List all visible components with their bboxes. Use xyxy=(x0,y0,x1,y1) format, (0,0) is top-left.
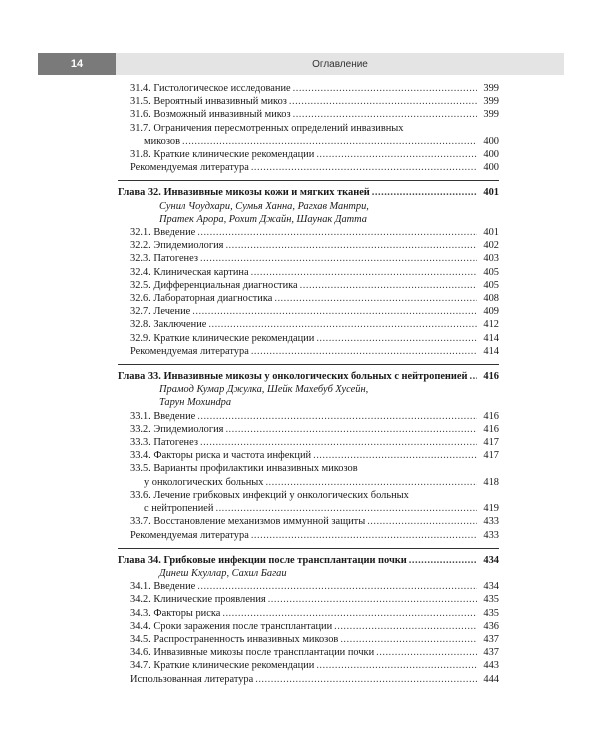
entry-label-continued: у онкологических больных xyxy=(144,476,264,488)
leader-dots xyxy=(215,502,477,515)
toc-entry xyxy=(118,82,499,95)
entry-page: 416 xyxy=(483,410,499,422)
toc-entry xyxy=(118,449,499,462)
entry-page: 443 xyxy=(483,660,499,672)
leader-dots xyxy=(222,607,477,620)
toc-entry xyxy=(118,673,499,686)
leader-dots xyxy=(251,345,477,358)
leader-dots xyxy=(313,449,477,462)
entry-label: 33.5. Варианты профилактики инвазивных микозов xyxy=(130,463,358,475)
toc-entry-line1 xyxy=(118,122,499,135)
entry-label: 34.3. Факторы риска xyxy=(130,607,221,619)
entry-page: 399 xyxy=(483,96,499,108)
toc-entry xyxy=(118,593,499,606)
leader-dots xyxy=(251,161,477,174)
entry-label: 31.7. Ограничения пересмотренных определений инвазивных xyxy=(130,122,404,134)
entry-label: 33.3. Патогенез xyxy=(130,437,198,449)
entry-page: 435 xyxy=(483,607,499,619)
entry-label: 34.2. Клинические проявления xyxy=(130,594,266,606)
table-of-contents xyxy=(118,82,499,686)
entry-label-continued: микозов xyxy=(144,135,180,147)
entry-page: 400 xyxy=(483,135,499,147)
section-title: Оглавление xyxy=(116,53,564,75)
chapter-divider xyxy=(118,364,499,365)
entry-page: 416 xyxy=(483,423,499,435)
chapter-authors xyxy=(118,383,499,409)
chapter-divider xyxy=(118,548,499,549)
entry-page: 437 xyxy=(483,647,499,659)
toc-entry xyxy=(118,266,499,279)
chapter-authors xyxy=(118,567,499,580)
entry-label: 32.2. Эпидемиология xyxy=(130,240,224,252)
entry-page: 418 xyxy=(483,476,499,488)
entry-page: 399 xyxy=(483,83,499,94)
leader-dots xyxy=(376,646,477,659)
entry-page: 414 xyxy=(483,332,499,344)
toc-entry xyxy=(118,95,499,108)
entry-page: 400 xyxy=(483,149,499,161)
entry-page: 399 xyxy=(483,109,499,121)
entry-label: 33.6. Лечение грибковых инфекций у онкологических больных xyxy=(130,489,409,501)
entry-label: 33.7. Восстановление механизмов иммунной защиты xyxy=(130,516,366,528)
entry-page: 414 xyxy=(483,345,499,357)
entry-label: Использованная литература xyxy=(130,673,254,685)
leader-dots xyxy=(293,108,477,121)
entry-label: 32.9. Краткие клинические рекомендации xyxy=(130,332,315,344)
toc-entry-line1 xyxy=(118,462,499,475)
toc-entry xyxy=(118,135,499,148)
toc-entry xyxy=(118,515,499,528)
entry-label: Рекомендуемая литература xyxy=(130,345,249,357)
toc-entry xyxy=(118,305,499,318)
leader-dots xyxy=(197,226,477,239)
entry-page: 433 xyxy=(483,516,499,528)
entry-page: 433 xyxy=(483,529,499,541)
leader-dots xyxy=(274,292,477,305)
entry-label: 34.6. Инвазивные микозы после трансплантации почки xyxy=(130,647,375,659)
leader-dots xyxy=(316,659,477,672)
entry-label: 32.3. Патогенез xyxy=(130,253,198,265)
toc-entry xyxy=(118,161,499,174)
leader-dots xyxy=(316,148,477,161)
entry-label: 32.7. Лечение xyxy=(130,306,191,318)
chapter-heading xyxy=(118,554,499,567)
leader-dots xyxy=(192,305,477,318)
entry-page: 417 xyxy=(483,437,499,449)
page-number: 14 xyxy=(38,53,116,75)
toc-entry xyxy=(118,108,499,121)
toc-entry xyxy=(118,436,499,449)
leader-dots xyxy=(340,633,477,646)
toc-entry xyxy=(118,633,499,646)
entry-label: 34.7. Краткие клинические рекомендации xyxy=(130,660,315,672)
chapter-page: 401 xyxy=(483,187,499,199)
entry-label: Рекомендуемая литература xyxy=(130,162,249,174)
leader-dots xyxy=(316,332,477,345)
entry-label: 31.6. Возможный инвазивный микоз xyxy=(130,109,291,121)
chapter-title: Глава 33. Инвазивные микозы у онкологических больных с нейтропенией xyxy=(118,371,468,383)
entry-page: 434 xyxy=(483,581,499,593)
entry-page: 400 xyxy=(483,162,499,174)
toc-entry xyxy=(118,148,499,161)
running-header xyxy=(38,53,564,75)
chapter-title: Глава 34. Грибковые инфекции после трансплантации почки xyxy=(118,554,407,566)
leader-dots xyxy=(268,593,477,606)
entry-page: 409 xyxy=(483,306,499,318)
entry-label: 34.4. Сроки заражения после трансплантации xyxy=(130,620,333,632)
leader-dots xyxy=(293,82,477,95)
entry-page: 412 xyxy=(483,319,499,331)
toc-entry xyxy=(118,607,499,620)
toc-entry xyxy=(118,239,499,252)
entry-label: 32.1. Введение xyxy=(130,227,196,239)
entry-label: 34.1. Введение xyxy=(130,581,196,593)
entry-label: 32.8. Заключение xyxy=(130,319,207,331)
author-line: Тарун Мохинdра xyxy=(159,397,232,409)
toc-entry-line1 xyxy=(118,489,499,502)
entry-label: 33.1. Введение xyxy=(130,410,196,422)
entry-label: 31.4. Гистологическое исследование xyxy=(130,83,291,94)
toc-entry xyxy=(118,226,499,239)
toc-entry xyxy=(118,476,499,489)
toc-entry xyxy=(118,646,499,659)
author-line: Прамод Кумар Джулка, Шейк Махебуб Хусейн, xyxy=(159,384,369,396)
chapter-page: 416 xyxy=(483,371,499,383)
entry-label: 31.5. Вероятный инвазивный микоз xyxy=(130,96,287,108)
entry-label: 33.2. Эпидемиология xyxy=(130,423,224,435)
toc-entry xyxy=(118,318,499,331)
leader-dots xyxy=(200,436,477,449)
author-line: Сунил Чоудхари, Сумья Ханна, Рагхав Мантри, xyxy=(159,200,369,212)
entry-label: 31.8. Краткие клинические рекомендации xyxy=(130,149,315,161)
author-line: Динеш Кхуллар, Сахил Багаи xyxy=(159,567,287,579)
entry-page: 435 xyxy=(483,594,499,606)
leader-dots xyxy=(265,476,477,489)
entry-page: 417 xyxy=(483,450,499,462)
chapter-authors xyxy=(118,200,499,226)
chapter-title: Глава 32. Инвазивные микозы кожи и мягких тканей xyxy=(118,187,370,199)
toc-entry xyxy=(118,345,499,358)
chapter-divider xyxy=(118,180,499,181)
entry-page: 437 xyxy=(483,633,499,645)
toc-entry xyxy=(118,252,499,265)
leader-dots xyxy=(225,239,477,252)
leader-dots xyxy=(251,529,477,542)
toc-entry xyxy=(118,502,499,515)
leader-dots xyxy=(251,266,477,279)
leader-dots xyxy=(208,318,477,331)
entry-page: 405 xyxy=(483,266,499,278)
entry-page: 419 xyxy=(483,503,499,515)
author-line: Пратек Арора, Рохит Джайн, Шаунак Датта xyxy=(159,213,367,225)
chapter-page: 434 xyxy=(483,554,499,566)
toc-entry xyxy=(118,529,499,542)
entry-label: 34.5. Распространенность инвазивных микозов xyxy=(130,633,339,645)
toc-entry xyxy=(118,332,499,345)
leader-dots xyxy=(334,620,477,633)
leader-dots xyxy=(372,186,477,199)
entry-page: 444 xyxy=(483,673,499,685)
leader-dots xyxy=(409,554,477,567)
toc-entry xyxy=(118,580,499,593)
leader-dots xyxy=(255,673,477,686)
chapter-heading xyxy=(118,186,499,199)
entry-page: 436 xyxy=(483,620,499,632)
entry-page: 401 xyxy=(483,227,499,239)
toc-entry xyxy=(118,410,499,423)
entry-page: 403 xyxy=(483,253,499,265)
chapter-heading xyxy=(118,370,499,383)
toc-entry xyxy=(118,279,499,292)
entry-page: 405 xyxy=(483,279,499,291)
entry-page: 408 xyxy=(483,293,499,305)
leader-dots xyxy=(300,279,477,292)
toc-entry xyxy=(118,423,499,436)
toc-entry xyxy=(118,659,499,672)
entry-page: 402 xyxy=(483,240,499,252)
leader-dots xyxy=(367,515,477,528)
leader-dots xyxy=(182,135,477,148)
leader-dots xyxy=(197,410,477,423)
entry-label: 33.4. Факторы риска и частота инфекций xyxy=(130,450,312,462)
leader-dots xyxy=(225,423,477,436)
toc-entry xyxy=(118,620,499,633)
entry-label: 32.6. Лабораторная диагностика xyxy=(130,293,273,305)
toc-entry xyxy=(118,292,499,305)
leader-dots xyxy=(470,370,477,383)
entry-label-continued: с нейтропенией xyxy=(144,503,214,515)
entry-label: Рекомендуемая литература xyxy=(130,529,249,541)
leader-dots xyxy=(197,580,477,593)
entry-label: 32.5. Дифференциальная диагностика xyxy=(130,279,298,291)
entry-label: 32.4. Клиническая картина xyxy=(130,266,249,278)
leader-dots xyxy=(200,252,477,265)
leader-dots xyxy=(289,95,477,108)
